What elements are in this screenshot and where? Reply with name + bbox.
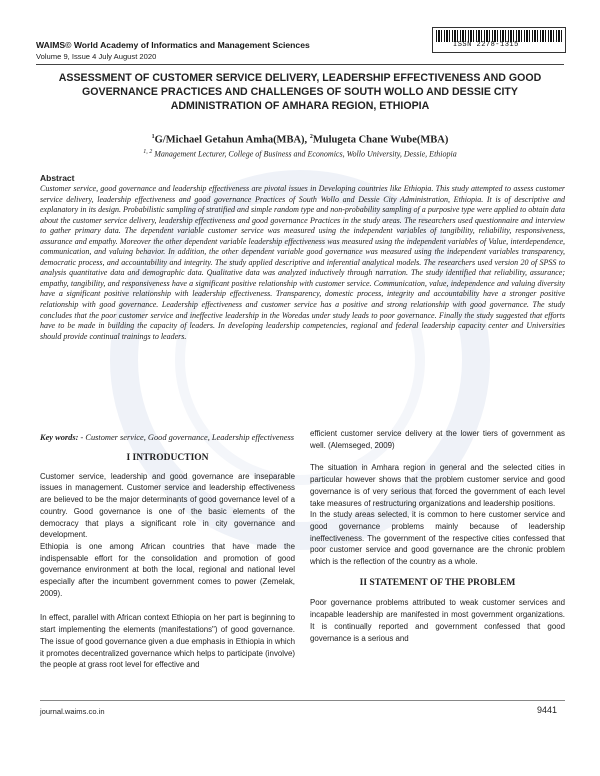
intro-paragraph-3: In effect, parallel with African context Ethiopia on her part is beginning to start implementing the elements (manifestations") of good governance. The issue of good governance given a due emphasis in Ethiopia in which it promotes decentralized governance which helps to participate (involve) the people at grass root level for effective and [40, 613, 295, 670]
author2: Mulugeta Chane Wube(MBA) [312, 134, 449, 146]
issn-number: ISSN 2278-1315 [453, 41, 519, 49]
abstract-heading: Abstract [40, 173, 75, 183]
author1-sup: 1 [151, 134, 155, 140]
author2-sup: 2 [309, 134, 313, 140]
author1: G/Michael Getahun Amha(MBA), [154, 134, 308, 146]
right-paragraph-2: The situation in Amhara region in general and the selected cities in particular however shows that the problem customer service and good governance is of very serious that forced the government of each level take measures of restructuring organizations and leadership positions. [310, 463, 565, 508]
keywords-text: - Customer service, Good governance, Leadership effectiveness [78, 433, 294, 442]
authors [36, 134, 564, 146]
paper-title: ASSESSMENT OF CUSTOMER SERVICE DELIVERY, LEADERSHIP EFFECTIVENESS AND GOOD GOVERNANCE PRACTICES AND CHALLENGES OF SOUTH WOLLO AND DESSIE CITY ADMINISTRATION OF AMHARA REGION, ETHIOPIA [58, 72, 542, 113]
page-number: 9441 [537, 705, 558, 715]
abstract-text: Customer service, good governance and leadership effectiveness are pivotal issues in Developing countries like Ethiopia. This study attempted to assess customer service delivery, leadership effectiveness and good governance Practices of South Wollo and Dessie City Administration, Ethiopia. It is of descriptive and explanatory in its design. Probabilistic sampling of stratified and simple random type and non-probability sampling of a purposive type were applied to obtain data about the customer service delivery, leadership effectiveness and good governance Practices in the study areas. The researchers used questionnaire and interview to gather primary data. The dependent variable customer service was measured using the independent variables of tangibility, reliability, responsiveness, assurance and empathy. Moreover the other dependent variable leadership effectiveness was measured using the independent variables of Value, interdependence, communication, and valuing behavior. In addition, the other dependent variable good governance was measured using the independent variables transparency, democratic process, and accountability and integrity. The study applied descriptive and inferential analytical models. The researchers used version 20 of SPSS to analysis quantitative data and demographic data. Qualitative data was analyzed inductively through narration. The study identified that reliability, assurance; empathy, tangibility, and responsiveness have a significant positive relationship with customer service. Communication, value, independence and valuing diversity have a significant positive relationship with leadership effectiveness. Transparency, domestic process, integrity and accountability have a stronger positive relationship with good governance. Leadership effectiveness and customer service has a positive and strong relationship with good governance. The study concludes that the poor customer service and ineffective leadership in the Woredas under study leads to poor governance. Finally the study suggested that efforts have to be made in building the capacity of leaders. In developing leadership competencies, regional and federal leadership capacity center and Universities should provide continual trainings to leaders. [40, 184, 565, 341]
journal-name: WAIMS© World Academy of Informatics and Management Sciences [36, 40, 310, 50]
volume-issue: Volume 9, Issue 4 July August 2020 [36, 52, 157, 61]
section-heading-introduction: I INTRODUCTION [126, 453, 209, 463]
right-paragraph-1: efficient customer service delivery at the lower tiers of government as well. (Alemseged, 2009) [310, 429, 565, 450]
footer-site: journal.waims.co.in [40, 707, 105, 716]
right-column [310, 428, 565, 644]
right-paragraph-3: In the study areas selected, it is common to here customer service and good governance problems mainly because of leadership ineffectiveness. The government of the respective cities confessed that poor customer service and good governance are the chronic problem which is the reflection of the country as a whole. [310, 510, 565, 567]
left-column [40, 453, 295, 671]
header-rule [36, 64, 564, 65]
footer-rule [40, 700, 565, 701]
keywords-label: Key words: [40, 433, 79, 442]
intro-paragraph-2: Ethiopia is one among African countries that have made the indispensable effort for the consolidation and promotion of good governance environment at both the local, regional and national level especially after the incumbent government comes to power (Zemelak, 2009). [40, 541, 295, 598]
issn-barcode-box [432, 27, 566, 53]
right-paragraph-4: Poor governance problems attributed to weak customer services and incapable leadership are manifested in most government organizations. It is continually reported and government confessed that good governance is a serious and [310, 598, 565, 643]
affiliation-text: Management Lecturer, College of Business and Economics, Wollo University, Dessie, Ethiopia [154, 149, 457, 159]
section-heading-problem: II STATEMENT OF THE PROBLEM [359, 577, 516, 588]
intro-paragraph-1: Customer service, leadership and good governance are inseparable issues in management. Customer service and leadership effectiveness are believed to be the major determinants of good governance level of a country. Good governance is one of the basic elements of the democracy that plays a significant role in city governance and development. [40, 471, 295, 540]
affil-sup: 1, 2 [143, 149, 153, 155]
affiliation [36, 149, 564, 159]
